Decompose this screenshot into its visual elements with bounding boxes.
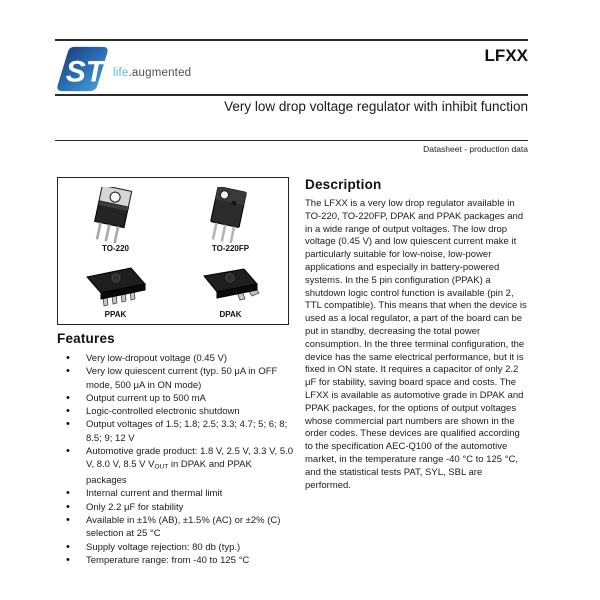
feature-item: • Logic-controlled electronic shutdown — [57, 405, 295, 418]
st-logo-mark-icon — [56, 45, 109, 93]
ppak-package-icon — [73, 263, 159, 309]
features-list — [57, 352, 295, 567]
feature-item: • Supply voltage rejection: 80 db (typ.) — [57, 541, 295, 554]
package-to220fp — [173, 178, 288, 256]
dpak-package-icon — [188, 263, 274, 309]
feature-item: • Very low-dropout voltage (0.45 V) — [57, 352, 295, 365]
header-bottom-rule — [55, 94, 528, 96]
product-name: LFXX — [484, 46, 528, 65]
package-figure-box — [57, 177, 289, 325]
description-text: The LFXX is a very low drop regulator available in TO-220, TO-220FP, DPAK and PPAK packages and in a wide range of output voltages. The low drop voltage (0.45 V) and low quiescent current make it particularly suitable for low-noise, low-power applications and especially in battery-powered systems. In the 5 pin configuration (PPAK) a shutdown logic control function is available (pin 2, TTL compatible). This means that when the device is used as a local regulator, a part of the board can be put in standby, decreasing the total power consumption. In the three terminal configuration, the device has the same electrical performance, but it is fixed in ON state. It requires a capacitor of only 2.2 μF for stability, saving board space and costs. The LFXX is available as automotive grade in DPAK and PPAK packages, for the options of output voltages whose commercial part numbers are shown in the order codes. These devices are qualified according to the specification AEC-Q100 of the automotive market, in the temperature range -40 °C to 125 °C, and the statistical tests PAT, SYL, SBL are performed. — [305, 198, 527, 491]
doc-type-label: Datasheet - production data — [423, 144, 528, 154]
package-label: DPAK — [219, 310, 242, 319]
feature-item: • Only 2.2 μF for stability — [57, 501, 295, 514]
features-heading: Features — [57, 331, 115, 346]
feature-item: • Output voltages of 1.5; 1.8; 2.5; 3.3; 4.7; 5; 6; 8; 8.5; 9; 12 V — [57, 418, 295, 445]
to220-package-icon — [73, 187, 159, 243]
package-label: PPAK — [104, 310, 127, 319]
feature-item: • Very low quiescent current (typ. 50 μA in OFF mode, 500 μA in ON mode) — [57, 365, 295, 392]
header-top-rule — [55, 39, 528, 41]
st-logo-letters: ST — [65, 55, 105, 89]
feature-item: • Available in ±1% (AB), ±1.5% (AC) or ±2% (C) selection at 25 °C — [57, 514, 295, 541]
feature-item: • Automotive grade product: 1.8 V, 2.5 V, 3.3 V, 5.0 V, 8.0 V, 8.5 V $V_{OUT}$ in DPAK and PPAK packages — [57, 445, 295, 487]
package-ppak — [58, 256, 173, 322]
package-label: TO-220FP — [211, 244, 250, 253]
feature-item: • Internal current and thermal limit — [57, 487, 295, 500]
description-section — [305, 177, 530, 492]
st-logo — [56, 45, 296, 95]
logo-tagline — [113, 67, 191, 79]
description-heading: Description — [305, 177, 382, 192]
feature-item: • Output current up to 500 mA — [57, 392, 295, 405]
to220fp-package-icon — [188, 187, 274, 243]
package-label: TO-220 — [102, 244, 129, 253]
tagline-augmented: .augmented — [128, 67, 192, 79]
feature-item: • Temperature range: from -40 to 125 °C — [57, 554, 295, 567]
page-title: Very low drop voltage regulator with inhibit function — [224, 99, 528, 114]
doctype-rule — [55, 140, 528, 141]
tagline-life: life — [113, 67, 129, 79]
features-section — [57, 331, 295, 567]
package-dpak — [173, 256, 288, 322]
package-to220 — [58, 178, 173, 256]
